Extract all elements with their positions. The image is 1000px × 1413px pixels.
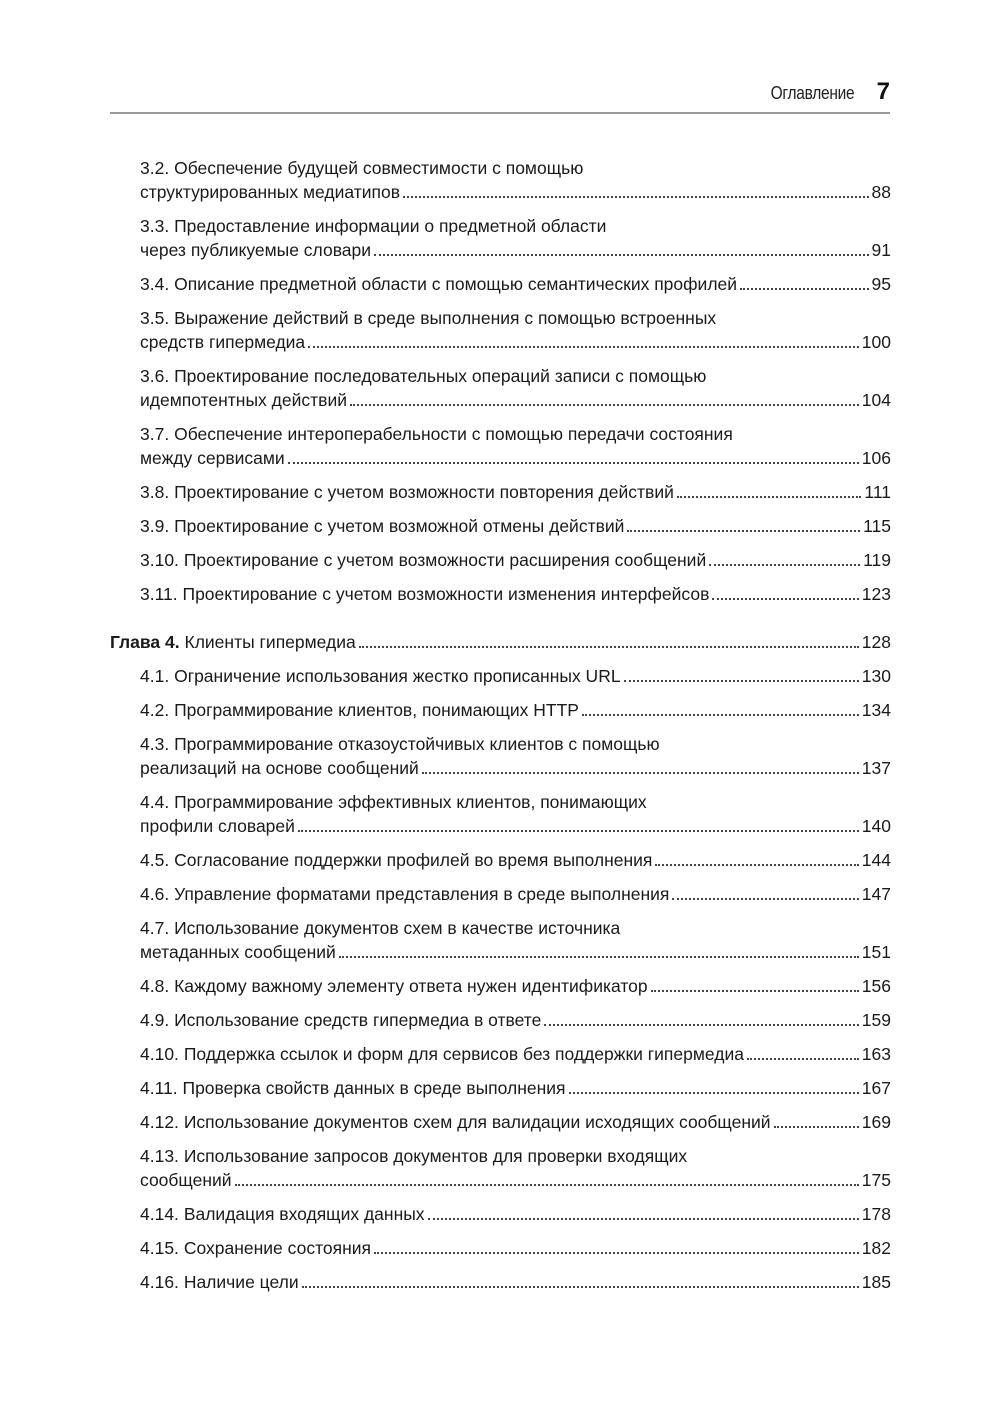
toc-entry-text [140, 238, 371, 262]
chapter-page-number: 128 [861, 632, 891, 652]
toc-entry-page-number: 163 [861, 1044, 891, 1064]
toc-entry[interactable] [110, 1144, 891, 1192]
toc-entry[interactable] [110, 664, 891, 688]
toc-entry-page-number: 178 [861, 1204, 891, 1224]
dot-leader [403, 195, 869, 198]
running-header [110, 78, 890, 114]
toc-entry-title-part2: реализаций на основе сообщений [140, 758, 419, 778]
toc-entry-title: Описание предметной области с помощью семантических профилей [174, 274, 738, 294]
dot-leader [582, 713, 859, 716]
toc-entry-title: Использование средств гипермедиа в ответе [174, 1010, 542, 1030]
toc-entry-leader-line [140, 388, 891, 412]
toc-entry-title-part1: Обеспечение будущей совместимости с помощью [174, 158, 584, 178]
toc-entry-first-line [140, 156, 891, 180]
toc-entry-number: 4.8. [140, 976, 170, 996]
dot-leader [672, 897, 858, 900]
toc-entry[interactable] [110, 1008, 891, 1032]
toc-entry-title: Использование документов схем для валидации исходящих сообщений [183, 1112, 771, 1132]
dot-leader [235, 1183, 859, 1186]
toc-entry-first-line [140, 732, 891, 756]
toc-entry-number: 3.11. [140, 584, 178, 604]
toc-entry-title: Управление форматами представления в среде выполнения [174, 884, 670, 904]
toc-entry-number: 4.2. [140, 700, 170, 720]
toc-entry-title: Проверка свойств данных в среде выполнения [182, 1078, 566, 1098]
toc-entry[interactable] [110, 1110, 891, 1134]
toc-entry-number: 3.8. [140, 482, 170, 502]
toc-entry-number: 4.4. [140, 792, 170, 812]
dot-leader [428, 1217, 859, 1220]
toc-entry-page-number: 115 [863, 516, 891, 536]
toc-entry-number: 4.13. [140, 1146, 179, 1166]
toc-entry-leader-line [140, 1168, 891, 1192]
toc-entry-leader-line [140, 1270, 891, 1294]
toc-entry-text [140, 514, 624, 538]
toc-entry[interactable] [110, 1236, 891, 1260]
toc-entry[interactable] [110, 974, 891, 998]
toc-group-chapter-4 [110, 664, 891, 1294]
toc-entry-number: 4.6. [140, 884, 170, 904]
toc-entry-leader-line [140, 1008, 891, 1032]
toc-entry-text [140, 814, 295, 838]
toc-entry-number: 4.16. [140, 1272, 179, 1292]
toc-entry-page-number: 104 [861, 390, 891, 410]
toc-entry-text [140, 1270, 299, 1294]
toc-entry-title: Наличие цели [183, 1272, 299, 1292]
toc-entry-text [140, 1110, 771, 1134]
dot-leader [774, 1125, 859, 1128]
toc-entry-text [140, 180, 400, 204]
toc-entry[interactable] [110, 848, 891, 872]
toc-entry-page-number: 130 [861, 666, 891, 686]
toc-entry-first-line [140, 790, 891, 814]
toc-entry[interactable] [110, 1270, 891, 1294]
dot-leader [302, 1285, 859, 1288]
toc-entry-leader-line [140, 940, 891, 964]
toc-chapter-text [110, 630, 356, 654]
toc-entry-text [140, 974, 648, 998]
toc-entry-leader-line [140, 664, 891, 688]
toc-entry-first-line [140, 214, 891, 238]
toc-entry-leader-line [140, 698, 891, 722]
toc-entry-leader-line [140, 1202, 891, 1226]
dot-leader [359, 645, 859, 648]
toc-entry-number: 3.10. [140, 550, 179, 570]
dot-leader [712, 597, 858, 600]
toc-entry-number: 4.15. [140, 1238, 179, 1258]
dot-leader [350, 403, 859, 406]
toc-entry-number: 4.7. [140, 918, 170, 938]
toc-entry-title-part1: Обеспечение интероперабельности с помощью передачи состояния [174, 424, 733, 444]
toc-entry-number: 3.3. [140, 216, 170, 236]
toc-entry[interactable] [110, 882, 891, 906]
toc-entry-text [140, 1202, 425, 1226]
toc-entry-number: 4.1. [140, 666, 170, 686]
toc-entry-leader-line [140, 1042, 891, 1066]
toc-entry-title-part1: Использование документов схем в качестве источника [174, 918, 621, 938]
toc-entry-title-part1: Проектирование последовательных операций записи с помощью [174, 366, 707, 386]
toc-entry-number: 4.10. [140, 1044, 179, 1064]
toc-entry-page-number: 137 [861, 758, 891, 778]
toc-entry-page-number: 182 [861, 1238, 891, 1258]
toc-entry-page-number: 91 [871, 240, 891, 260]
toc-entry-title: Проектирование с учетом возможности изменения интерфейсов [182, 584, 710, 604]
toc-entry-leader-line [140, 548, 891, 572]
toc-entry-leader-line [140, 330, 891, 354]
toc-entry-text [140, 756, 419, 780]
toc-entry-leader-line [140, 1076, 891, 1100]
toc-entry-page-number: 134 [861, 700, 891, 720]
toc-entry-title-part1: Программирование отказоустойчивых клиентов с помощью [174, 734, 660, 754]
chapter-title: Клиенты гипермедиа [184, 632, 356, 652]
toc-entry[interactable] [110, 214, 891, 262]
dot-leader [374, 1251, 859, 1254]
toc-entry-leader-line [140, 238, 891, 262]
dot-leader [651, 989, 859, 992]
toc-entry[interactable] [110, 916, 891, 964]
toc-entry-page-number: 119 [863, 550, 891, 570]
toc-entry-page-number: 185 [861, 1272, 891, 1292]
toc-entry-number: 3.7. [140, 424, 170, 444]
table-of-contents [110, 156, 891, 1304]
toc-entry-number: 4.5. [140, 850, 170, 870]
toc-entry[interactable] [110, 1042, 891, 1066]
toc-entry[interactable] [110, 582, 891, 606]
dot-leader [569, 1091, 859, 1094]
toc-entry[interactable] [110, 306, 891, 354]
toc-entry-page-number: 159 [861, 1010, 891, 1030]
toc-entry[interactable] [110, 480, 891, 504]
dot-leader [298, 829, 859, 832]
dot-leader [374, 253, 868, 256]
toc-entry[interactable] [110, 790, 891, 838]
toc-entry-leader-line [140, 446, 891, 470]
dot-leader [544, 1023, 858, 1026]
toc-entry[interactable] [110, 698, 891, 722]
toc-entry-title-part2: сообщений [140, 1170, 232, 1190]
toc-entry-text [140, 1168, 232, 1192]
toc-entry-text [140, 1008, 541, 1032]
toc-entry-text [140, 272, 737, 296]
toc-entry-page-number: 140 [861, 816, 891, 836]
dot-leader [627, 529, 860, 532]
toc-entry-number: 4.9. [140, 1010, 170, 1030]
toc-entry[interactable] [110, 1202, 891, 1226]
toc-entry-number: 4.14. [140, 1204, 179, 1224]
toc-entry[interactable] [110, 732, 891, 780]
toc-entry-text [140, 548, 706, 572]
toc-entry-page-number: 169 [861, 1112, 891, 1132]
dot-leader [655, 863, 858, 866]
toc-entry-title: Каждому важному элементу ответа нужен идентификатор [174, 976, 648, 996]
chapter-label: Глава 4. [110, 632, 180, 652]
toc-entry-page-number: 167 [861, 1078, 891, 1098]
dot-leader [422, 771, 859, 774]
toc-entry-text [140, 940, 336, 964]
toc-entry-text [140, 480, 674, 504]
toc-entry-number: 3.9. [140, 516, 170, 536]
toc-entry-leader-line [140, 756, 891, 780]
toc-entry[interactable] [110, 514, 891, 538]
toc-entry-title-part2: метаданных сообщений [140, 942, 336, 962]
toc-entry-first-line [140, 916, 891, 940]
dot-leader [677, 495, 862, 498]
toc-entry-title-part1: Использование запросов документов для проверки входящих [183, 1146, 688, 1166]
toc-entry[interactable] [110, 1076, 891, 1100]
toc-entry-text [140, 1042, 744, 1066]
toc-entry-text [140, 446, 285, 470]
toc-entry-leader-line [140, 480, 891, 504]
toc-entry-page-number: 123 [861, 584, 891, 604]
toc-entry-title-part2: профили словарей [140, 816, 295, 836]
toc-entry-text [140, 664, 621, 688]
toc-entry[interactable] [110, 272, 891, 296]
toc-entry-title-part2: через публикуемые словари [140, 240, 372, 260]
toc-entry-leader-line [140, 1110, 891, 1134]
toc-entry-title: Ограничение использования жестко прописанных URL [174, 666, 621, 686]
toc-entry-page-number: 175 [861, 1170, 891, 1190]
toc-entry[interactable] [110, 364, 891, 412]
toc-entry-text [140, 582, 709, 606]
toc-entry-title: Проектирование с учетом возможной отмены действий [174, 516, 625, 536]
dot-leader [624, 679, 859, 682]
toc-entry-title-part2: структурированных медиатипов [140, 182, 401, 202]
dot-leader [709, 563, 860, 566]
toc-entry-leader-line [140, 1236, 891, 1260]
toc-entry-number: 3.4. [140, 274, 170, 294]
toc-entry-title: Поддержка ссылок и форм для сервисов без поддержки гипермедиа [183, 1044, 744, 1064]
toc-entry-title: Согласование поддержки профилей во время выполнения [174, 850, 653, 870]
toc-entry-text [140, 698, 579, 722]
dot-leader [339, 955, 859, 958]
page-number: 7 [876, 78, 890, 105]
toc-entry-first-line [140, 364, 891, 388]
toc-entry-number: 4.12. [140, 1112, 179, 1132]
toc-entry-leader-line [140, 582, 891, 606]
toc-entry-page-number: 88 [871, 182, 891, 202]
toc-entry-text [140, 882, 669, 906]
toc-entry-leader-line [140, 814, 891, 838]
toc-entry-page-number: 144 [861, 850, 891, 870]
toc-entry-page-number: 100 [861, 332, 891, 352]
toc-entry-first-line [140, 422, 891, 446]
dot-leader [740, 287, 868, 290]
toc-entry-page-number: 111 [864, 482, 891, 502]
toc-chapter-4[interactable] [110, 630, 891, 654]
toc-entry-title-part1: Программирование эффективных клиентов, понимающих [174, 792, 647, 812]
toc-entry-title: Сохранение состояния [183, 1238, 372, 1258]
toc-entry-page-number: 156 [861, 976, 891, 996]
toc-entry-title: Проектирование с учетом возможности повторения действий [174, 482, 674, 502]
toc-entry-title: Валидация входящих данных [183, 1204, 425, 1224]
toc-entry-page-number: 95 [871, 274, 891, 294]
toc-entry-title: Проектирование с учетом возможности расширения сообщений [183, 550, 707, 570]
toc-entry-page-number: 106 [861, 448, 891, 468]
toc-entry-title-part2: между сервисами [140, 448, 285, 468]
toc-entry-leader-line [140, 848, 891, 872]
toc-entry[interactable] [110, 422, 891, 470]
toc-entry-text [140, 848, 652, 872]
toc-entry[interactable] [110, 548, 891, 572]
toc-entry-first-line [140, 1144, 891, 1168]
toc-entry-text [140, 388, 347, 412]
toc-entry-leader-line [140, 514, 891, 538]
toc-entry-text [140, 330, 305, 354]
toc-entry-text [140, 1236, 371, 1260]
toc-entry-page-number: 151 [861, 942, 891, 962]
toc-entry-leader-line [140, 974, 891, 998]
toc-entry-page-number: 147 [861, 884, 891, 904]
toc-entry[interactable] [110, 156, 891, 204]
toc-entry-leader-line [140, 272, 891, 296]
toc-entry-leader-line [140, 180, 891, 204]
toc-entry-number: 3.5. [140, 308, 170, 328]
toc-entry-number: 3.2. [140, 158, 170, 178]
toc-entry-title-part1: Предоставление информации о предметной области [174, 216, 607, 236]
toc-entry-first-line [140, 306, 891, 330]
toc-entry-number: 3.6. [140, 366, 170, 386]
toc-entry-title-part1: Выражение действий в среде выполнения с помощью встроенных [174, 308, 717, 328]
toc-group-chapter-3 [110, 156, 891, 606]
dot-leader [747, 1057, 859, 1060]
toc-entry-title-part2: средств гипермедиа [140, 332, 306, 352]
toc-entry-text [140, 1076, 566, 1100]
toc-entry-leader-line [140, 882, 891, 906]
dot-leader [308, 345, 859, 348]
toc-entry-title: Программирование клиентов, понимающих HTTP [174, 700, 579, 720]
toc-entry-number: 4.3. [140, 734, 170, 754]
running-header-title: Оглавление [770, 83, 855, 103]
toc-entry-title-part2: идемпотентных действий [140, 390, 347, 410]
toc-entry-number: 4.11. [140, 1078, 178, 1098]
toc-chapter-line [110, 630, 891, 654]
dot-leader [288, 461, 859, 464]
